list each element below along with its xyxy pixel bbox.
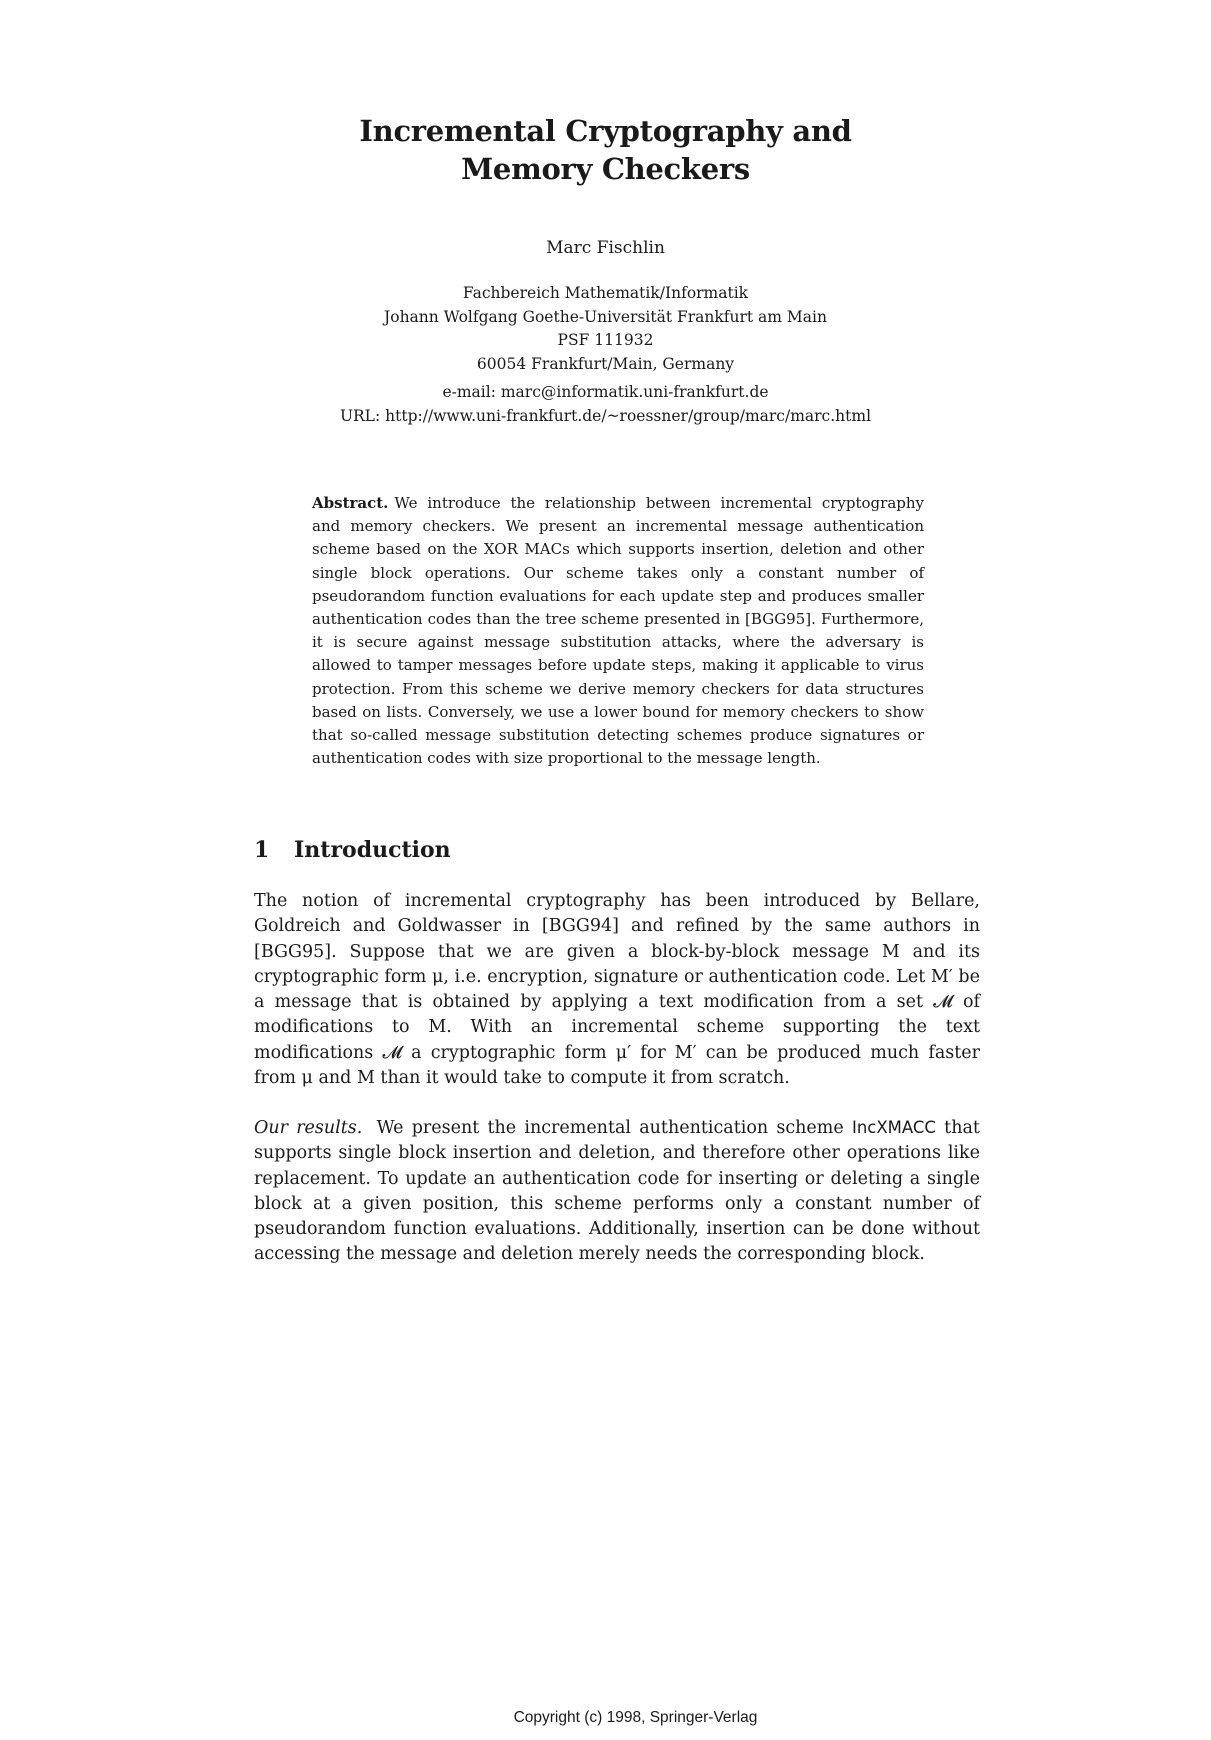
paragraph-text-after: that supports single block insertion and deletion, and therefore other operations like replacement. To update an authentication code for inserting or deleting a single block at a given position, this scheme performs only a constant number of pseudorandom function evaluations. Additionally, insertion can be done without accessing the message and deletion merely needs the corresponding block. bbox=[254, 1118, 980, 1265]
section-title: Introduction bbox=[294, 837, 451, 863]
url-line: URL: http://www.uni-frankfurt.de/~roessner/group/marc/marc.html bbox=[339, 406, 872, 425]
section-heading bbox=[254, 836, 451, 864]
contact-block bbox=[0, 381, 1211, 428]
title-line-2: Memory Checkers bbox=[461, 152, 750, 186]
affiliation-line-4: 60054 Frankfurt/Main, Germany bbox=[476, 354, 735, 373]
abstract bbox=[312, 492, 924, 770]
intro-paragraph-2 bbox=[254, 1115, 980, 1268]
title-line-1: Incremental Cryptography and bbox=[359, 114, 852, 148]
paragraph-text-before: We present the incremental authentication scheme bbox=[376, 1118, 844, 1138]
affiliation-line-1: Fachbereich Mathematik/Informatik bbox=[462, 284, 749, 302]
paragraph-runin-heading: Our results. bbox=[254, 1118, 363, 1138]
copyright-footer: Copyright (c) 1998, Springer-Verlag bbox=[513, 1709, 758, 1726]
abstract-label: Abstract. bbox=[312, 494, 389, 512]
author-name: Marc Fischlin bbox=[546, 238, 665, 258]
affiliation-block bbox=[0, 282, 1211, 376]
intro-paragraph-1: The notion of incremental cryptography has been introduced by Bellare, Goldreich and Goldwasser in [BGG94] and refined by the same authors in [BGG95]. Suppose that we are given a block-by-block message M and its cryptographic form μ, i.e. encryption, signature or authentication code. Let M′ be a message that is obtained by applying a text modification from a set 𝓜 of modifications to M. With an incremental scheme supporting the text modifications 𝓜 a cryptographic form μ′ for M′ can be produced much faster from μ and M than it would take to compute it from scratch. bbox=[254, 891, 980, 1089]
scheme-name: IncXMACC bbox=[851, 1118, 936, 1137]
affiliation-line-2: Johann Wolfgang Goethe-Universität Frankfurt am Main bbox=[384, 307, 827, 326]
abstract-text: We introduce the relationship between incremental cryptography and memory checkers. We present an incremental message authentication scheme based on the XOR MACs which supports insertion, deletion and other single block operations. Our scheme takes only a constant number of pseudorandom function evaluations for each update step and produces smaller authentication codes than the tree scheme presented in [BGG95]. Furthermore, it is secure against message substitution attacks, where the adversary is allowed to tamper messages before update steps, making it applicable to virus protection. From this scheme we derive memory checkers for data structures based on lists. Conversely, we use a lower bound for memory checkers to show that so-called message substitution detecting schemes produce signatures or authentication codes with size proportional to the message length. bbox=[312, 494, 924, 768]
section-number: 1 bbox=[254, 837, 270, 863]
email-line: e-mail: marc@informatik.uni-frankfurt.de bbox=[442, 383, 769, 401]
paper-title bbox=[0, 112, 1211, 188]
affiliation-line-3: PSF 111932 bbox=[557, 331, 654, 349]
